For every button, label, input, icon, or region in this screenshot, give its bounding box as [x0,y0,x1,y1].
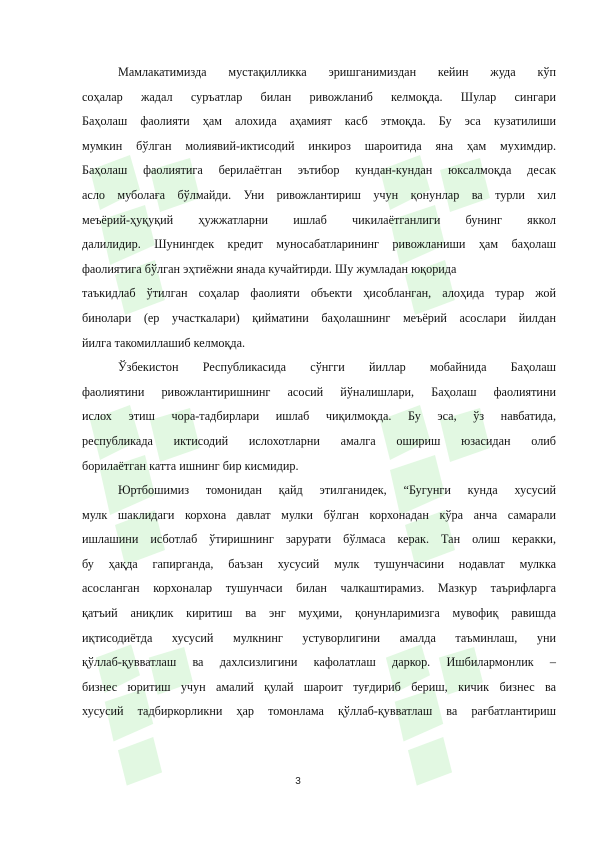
paragraph [82,355,556,478]
text-line: Баҳолаш фаолияти ҳам алохида аҳамият касб этмоқда. Бу эса кузатилиши [82,114,556,129]
text-line: асло муболағa бўлмайди. Уни ривожлантириш учун қонунлар ва турли хил [82,187,556,202]
text-line: асосланган корхоналар тушунчаси билан чалкаштирамиз. Мазкур таърифларга [82,581,556,596]
text-line: ишлашини исботлаб ўтиришнинг зарурати бўлмаса керак. Тан олиш керакки, [82,532,556,547]
text-line: бу ҳақда гапирганда, баъзан хусусий мулк тушунчасини нодавлат мулкка [82,556,556,571]
text-line: мулк шаклидаги корхона давлат мулки бўлган корхонадан кўра анча самарали [82,507,556,522]
text-line: фаолиятига бўлган эҳтиёжни янада кучайтирди. Шу жумладан юқорида [82,261,457,276]
paragraph [82,478,556,724]
text-line: йилга такомиллашиб келмоқда. [82,335,246,350]
text-line: меъёрий-ҳуқуқий ҳужжатларни ишлаб чикилаётганлиги бунинг яккол [82,212,556,227]
text-line: борилаётган катта ишнинг бир кисмидир. [82,458,299,473]
text-line: Мамлакатимизда мустақилликка эришганимиздан кейин жуда кўп [118,65,556,79]
text-line: соҳалар жадал суръатлар билан ривожланиб келмоқда. Шулар сингари [82,89,556,104]
text-line: Ўзбекистон Республикасида сўнгги йиллар мобайнида Баҳолаш [118,360,556,375]
text-line: мумкин бўлган молиявий-иктисодий инкироз шароитида яна ҳам мухимдир. [82,138,556,153]
text-line: бинолари (ер участкалари) қийматини баҳолашнинг меъёрий асослари йилдан [82,310,556,325]
text-line: иқтисодиётда хусусий мулкнинг устуворлигини амалда таъминлаш, уни [82,630,556,645]
text-line: таъкидлаб ўтилган соҳалар фаолияти объекти ҳисобланган, алоҳида турар жой [82,286,556,301]
text-line: Баҳолаш фаолиятига берилаётган эътибор кундан-кундан юксалмоқда десак [82,163,556,178]
page-number: 3 [295,776,301,787]
text-line: ислох этиш чора-тадбирлари ишлаб чиқилмоқда. Бу эса, ўз навбатида, [82,409,556,424]
text-line: Юртбошимиз томонидан қайд этилганидек, “Бугунги кунда хусусий [118,483,556,498]
text-line: қўллаб-қувватлаш ва дахлсизлигини кафолатлаш даркор. Ишбилармонлик – [82,655,556,670]
text-line: хусусий тадбиркорликни ҳар томонлама қўллаб-қувватлаш ва рағбатлантириш [82,704,556,719]
body-text [82,60,556,724]
text-line: қатъий аниқлик киритиш ва энг муҳими, қонунларимизга мувофиқ равишда [82,606,556,621]
text-line: бизнес юритиш учун амалий қулай шароит туғдириб бериш, кичик бизнес ва [82,679,556,694]
text-line: республикада иктисодий ислохотларни амалга ошириш юзасидан олиб [82,433,556,448]
paragraph [82,60,556,355]
text-line: фаолиятини ривожлантиришнинг асосий йўналишлари, Баҳолаш фаолиятини [82,384,556,399]
text-line: далилидир. Шунингдек кредит муносабатларининг ривожланиши ҳам баҳолаш [82,237,556,252]
